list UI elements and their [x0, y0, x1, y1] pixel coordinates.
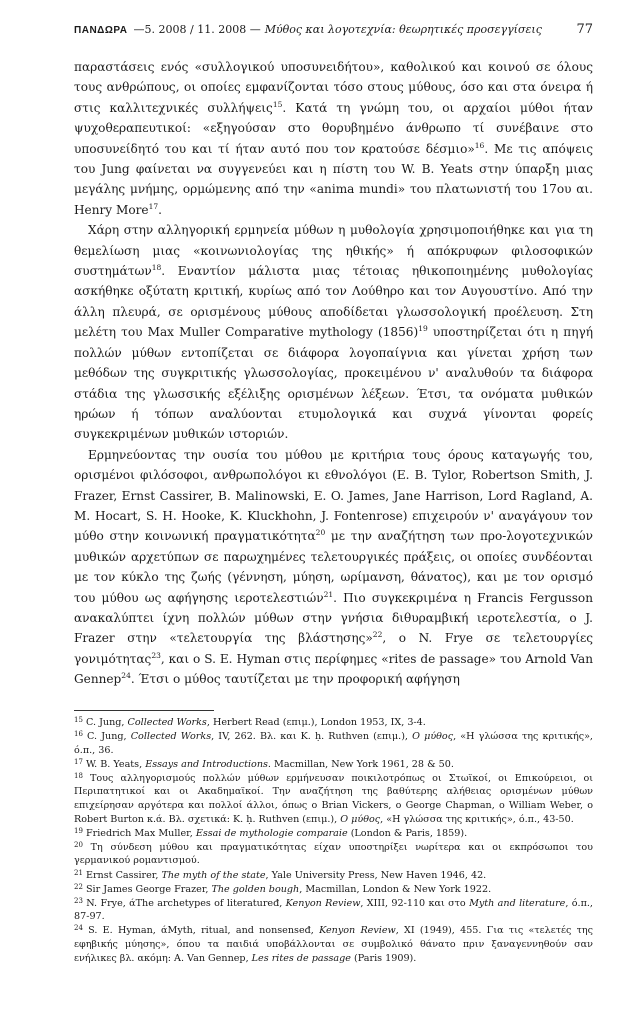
text-run: . Εναντίον μάλιστα μιας τέτοιας ηθικοποιημένης μυθολογίας ασκήθηκε οξύτατη κριτική, κυρίως από τον Λούθηρο και τον Αυγουστίνο. Από την άλλη πλευρά, σε ορισμένους μύθους αποδίδεται γλωσσολογική προέλευση. Στη μελέτη του Max Muller Comparative mythology (1856)	[74, 264, 593, 340]
main-text	[74, 57, 593, 690]
text-run: C. Jung,	[82, 731, 131, 743]
italic-title: Kenyon Review	[285, 897, 361, 909]
issue-info: —5. 2008 / 11. 2008 —	[133, 23, 261, 36]
footnote-number: 22	[74, 882, 83, 891]
footnote	[74, 827, 593, 841]
text-run: N. Frye, άThe archetypes of literatuređ,	[82, 897, 286, 909]
footnote-number: 21	[74, 868, 83, 877]
text-run: , Herbert Read (επιμ.), London 1953, IX, 3-4.	[206, 717, 426, 728]
footnotes	[74, 716, 593, 966]
footnote-ref: 18	[151, 263, 162, 273]
paragraph	[74, 445, 593, 690]
text-run: , Yale University Press, New Haven 1946, 42.	[265, 869, 487, 881]
running-title: Μύθος και λογοτεχνία: θεωρητικές προσεγγίσεις	[264, 23, 542, 36]
italic-title: The myth of the state	[161, 869, 266, 881]
footnote-divider	[74, 710, 214, 711]
footnote-number: 23	[74, 896, 83, 905]
footnote-ref: 22	[372, 630, 383, 640]
running-header	[74, 22, 593, 42]
text-run: Χάρη στην αλληγορική ερμηνεία μύθων η μυθολογία χρησιμοποιήθηκε και για τη θεμελίωση μιας «κοινωνιολογίας της ηθικής» ή απόκρυφων φιλοσοφικών συστημάτων	[74, 223, 593, 279]
footnote-ref: 16	[474, 140, 485, 150]
text-run: , ο N. Frye σε τελετουργίες γονιμότητας	[74, 631, 593, 666]
footnote	[74, 841, 593, 868]
text-run: , XIII, 92-110 και στο	[360, 897, 470, 909]
text-run: (London & Paris, 1859).	[347, 827, 468, 839]
footnote-number: 19	[74, 826, 83, 835]
text-run: , και ο S. E. Hyman στις περίφημες «rites de passage» του Arnold Van Gennep	[74, 651, 593, 687]
text-run: .	[158, 202, 162, 217]
footnote-ref: 24	[121, 671, 131, 681]
paragraph	[74, 57, 593, 220]
text-run: , «Η γλώσσα της κριτικής», ό.π., 36.	[74, 731, 593, 756]
text-run: παραστάσεις ενός «συλλογικού υποσυνειδήτου», καθολικού και κοινού σε όλους τους ανθρώπους, οι οποίες εμφανίζονται τόσο στους μύθους, όσο και στα όνειρα ή στις καλλιτεχνικές συλλήψεις	[74, 60, 593, 115]
footnote	[74, 758, 593, 772]
text-run: Τους αλληγορισμούς πολλών μύθων ερμήνευσαν ποικιλοτρόπως οι Στωϊκοί, οι Επικούρειοι, οι Περιπατητικοί και οι Ακαδημαϊκοί. Την αναζήτηση της βαθύτερης αλήθειας ορισμένων μύθων επιχείρησαν αργότερα και πολλοί άλλοι, όπως ο Brian Vickers, ο George Chapman, ο William Weber, ο Robert Burton κ.ά. Βλ. σχετικά: K. ḥ. Ruthven (επιμ.),	[74, 772, 593, 825]
italic-title: Collected Works	[130, 731, 212, 743]
italic-title: Ο μύθος	[412, 731, 454, 743]
footnote-number: 17	[74, 757, 83, 766]
text-run: , Macmillan, London & New York 1922.	[299, 883, 492, 895]
page-number: 77	[576, 22, 593, 37]
text-run: . Κατά τη γνώμη του, οι αρχαίοι μύθοι ήταν ψυχοθεραπευτικοί: «εξηγούσαν στο θορυβημένο άνθρωπο τί συνέβαινε στο υποσυνείδητό του και τί ήταν αυτό που τον κρατούσε δέσμιο»	[74, 100, 594, 156]
italic-title: The golden bough	[211, 883, 300, 895]
italic-title: Myth and literature	[469, 897, 566, 909]
footnote-number: 18	[74, 771, 83, 780]
footnote-number: 15	[74, 716, 83, 724]
italic-title: Essays and Introductions	[145, 758, 268, 770]
text-run: , «Η γλώσσα της κριτικής», ό.π., 43-50.	[380, 813, 574, 825]
italic-title: Les rites de passage	[251, 952, 351, 964]
text-run: Ερμηνεύοντας την ουσία του μύθου με κριτήρια τους όρους καταγωγής του, ορισμένοι φιλόσοφοι, ανθρωπολόγοι κι εθνολόγοι (E. B. Tylor, Robertson Smith, J. Frazer, Ernst Cassirer, B. Malinowski, E. O. James, Jane Harrison, Lord Ragland, A. M. Hocart, S. H. Hooke, K. Kluckhohn, J. Fontenrose) επιχειρούν ν' αναγάγουν τον μύθο στην κοινωνική πραγματικότητα	[74, 447, 593, 544]
paragraph	[74, 220, 593, 444]
italic-title: Collected Works	[127, 717, 207, 728]
text-run: C. Jung,	[82, 717, 128, 728]
journal-logo: ΠΑΝΔΩΡΑ	[74, 25, 128, 36]
footnote	[74, 869, 593, 883]
text-run: Ernst Cassirer,	[82, 869, 162, 881]
text-run: . Πιο συγκεκριμένα η Francis Fergusson ανακαλύπτει ίχνη πολλών μύθων στην γνήσια διθυραμβική ιεροτελεστία, ο J. Frazer στην «τελετουργία της βλάστησης»	[74, 590, 594, 646]
footnote	[74, 924, 593, 965]
text-run: , ό.π., 87-97.	[74, 897, 593, 923]
italic-title: Ο μύθος	[340, 813, 381, 825]
footnote-ref: 23	[151, 650, 161, 660]
footnote-ref: 19	[418, 324, 428, 334]
text-run: S. E. Hyman, άMyth, ritual, and nonsenseđ,	[82, 925, 320, 937]
text-run: . Με τις απόψεις του Jung φαίνεται να συγγενεύει και η πίστη του W. B. Yeats στην ύπαρξη μιας μεγάλης μνήμης, ορμώμενης από την «anima mundi» του πλατωνιστή του 17ου αι. Henry More	[74, 141, 593, 217]
text-run: . Έτσι ο μύθος ταυτίζεται με την προφορική αφήγηση	[130, 672, 460, 687]
footnote-number: 24	[74, 924, 83, 933]
footnote	[74, 716, 593, 730]
text-run: υποστηρίζεται ότι η πηγή πολλών μύθων εντοπίζεται σε διάφορα λογοπαίγνια και γίνεται χρήση των μεθόδων της συγκριτικής γλωσσολογίας, προκειμένου ν' αναλυθούν τα διάφορα στάδια της γλωσσικής εξέλιξης ορισμένων λέξεων. Έτσι, τα ονόματα μυθικών ηρώων ή τόπων αναλύονται ετυμολογικά και συχνά γίνονται φορείς συγκεκριμένων μυθικών ιστοριών.	[74, 325, 593, 442]
text-run: , XI (1949), 455. Για τις «τελετές της εφηβικής μύησης», όπου τα παιδιά υποβάλλονται σε συμβολικό θάνατο πριν ξαναγεννηθούν σαν ενήλικες βλ. ακόμη: A. Van Gennep,	[74, 925, 594, 964]
footnote-ref: 21	[323, 589, 334, 599]
text-run: Τη σύνδεση μύθου και πραγματικότητας είχαν υποστηρίξει νωρίτερα και οι εκπρόσωποι του γερμανικού ρομαντισμού.	[74, 841, 593, 867]
text-run: . Macmillan, New York 1961, 28 & 50.	[267, 758, 454, 770]
footnote-ref: 17	[148, 201, 159, 211]
text-run: (Paris 1909).	[350, 952, 417, 964]
italic-title: Kenyon Review	[319, 925, 396, 937]
footnote	[74, 897, 593, 924]
italic-title: Essai de mythologie comparaie	[195, 827, 348, 839]
footnote-number: 20	[74, 840, 83, 849]
footnote-ref: 20	[315, 528, 326, 538]
text-run: με την αναζήτηση των προ-λογοτεχνικών μυθικών αρχετύπων σε παρωχημένες τελετουργικές πράξεις, οι οποίες συνδέονται με τον κύκλο της ζωής (γέννηση, μύηση, ωρίμανση, θάνατος), και με τον ορισμό του μύθου ως αφήγησης ιεροτελεστιών	[74, 529, 593, 605]
text-run: W. B. Yeats,	[82, 758, 146, 770]
text-run: Sir James George Frazer,	[82, 883, 212, 895]
footnote	[74, 772, 593, 826]
footnote-number: 16	[74, 730, 83, 739]
footnote	[74, 883, 593, 897]
footnote-ref: 15	[272, 99, 283, 109]
text-run: , IV, 262. Βλ. και K. ḥ. Ruthven (επιμ.),	[211, 731, 413, 743]
footnote	[74, 730, 593, 757]
text-run: Friedrich Max Muller,	[82, 827, 196, 839]
